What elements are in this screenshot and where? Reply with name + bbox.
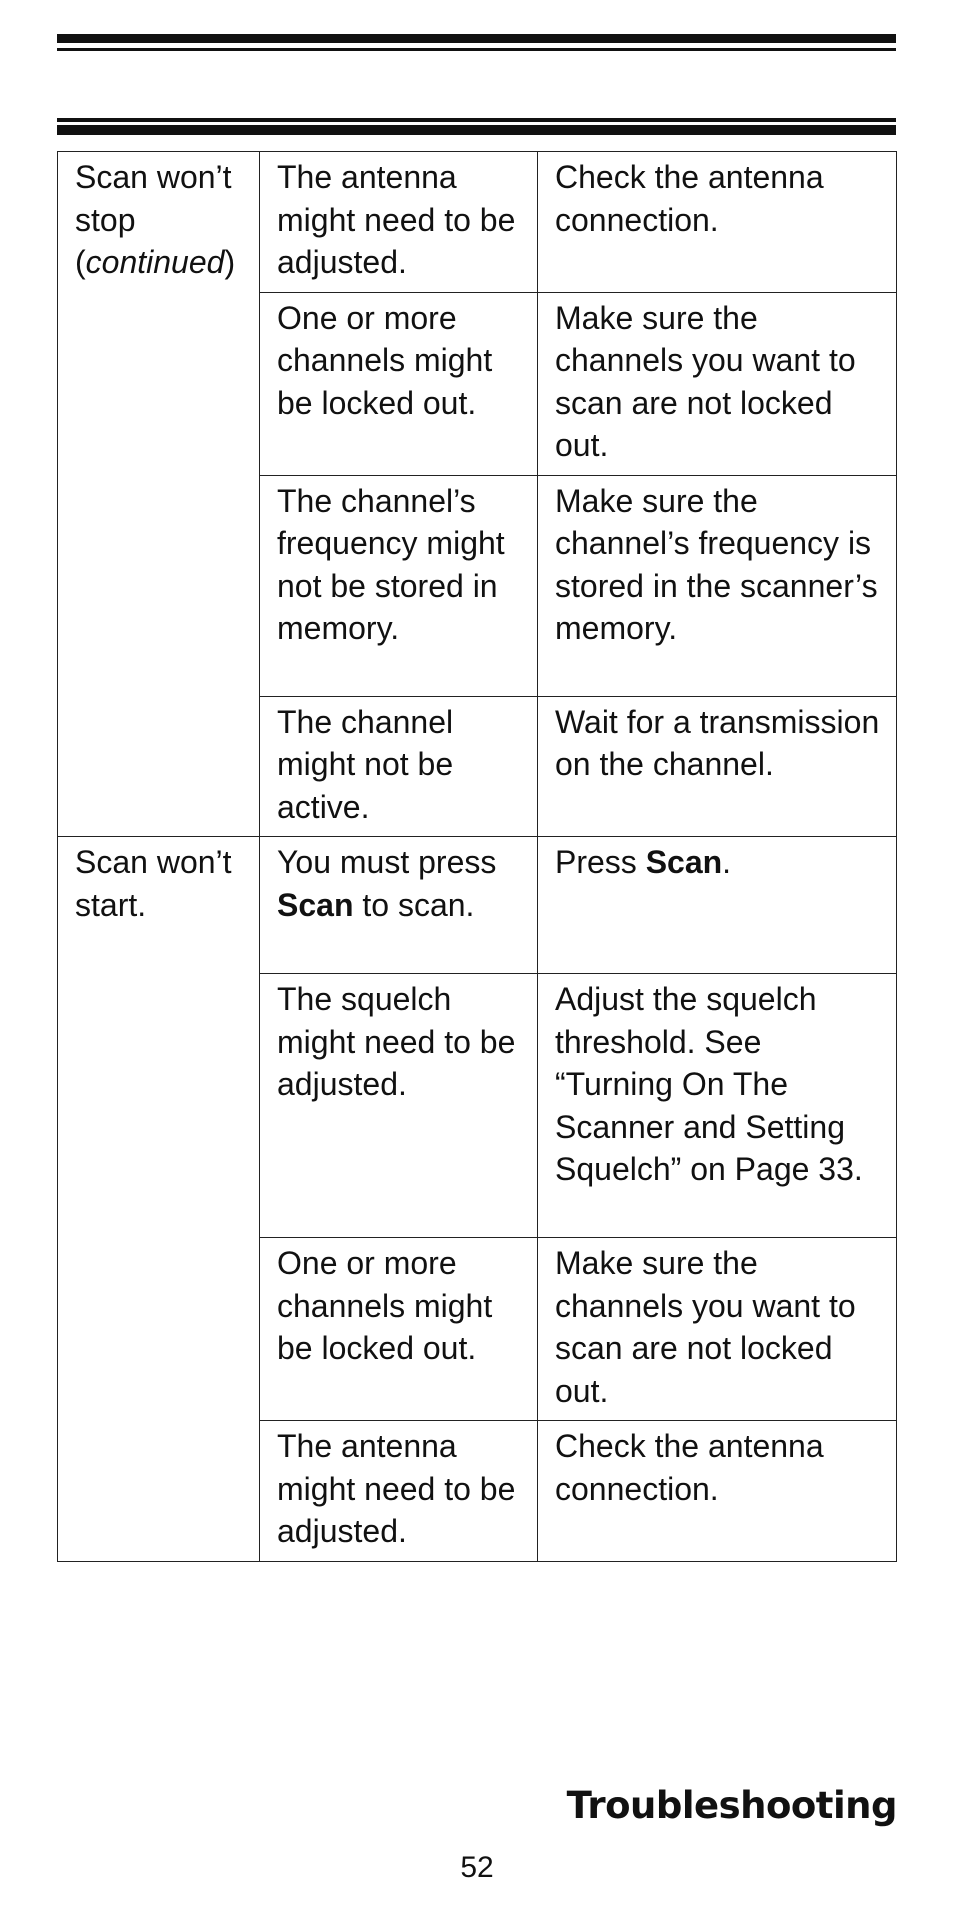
- remedy-cell: Press Scan.: [538, 837, 897, 974]
- cause-cell: One or more channels might be locked out.: [260, 292, 538, 475]
- cause-cell: The squelch might need to be adjusted.: [260, 974, 538, 1238]
- section-title: Troubleshooting: [566, 1784, 897, 1827]
- remedy-cell: Check the antenna connection.: [538, 152, 897, 293]
- symptom-cell: Scan won’t start.: [58, 837, 260, 1562]
- table-top-rule-thick: [57, 125, 896, 135]
- page-number: 52: [460, 1851, 494, 1884]
- table-top-rule-thin: [57, 118, 896, 122]
- symptom-cell: Scan won’t stop (continued): [58, 152, 260, 837]
- troubleshooting-table: [57, 151, 897, 1562]
- header-rule-thin: [57, 48, 896, 51]
- remedy-cell: Make sure the channels you want to scan are not locked out.: [538, 1238, 897, 1421]
- header-rule-thick: [57, 34, 896, 43]
- cause-cell: The channel might not be active.: [260, 696, 538, 837]
- table-row: [58, 837, 897, 974]
- remedy-cell: Wait for a transmission on the channel.: [538, 696, 897, 837]
- remedy-cell: Make sure the channel’s frequency is stored in the scanner’s memory.: [538, 475, 897, 696]
- remedy-cell: Make sure the channels you want to scan are not locked out.: [538, 292, 897, 475]
- remedy-cell: Adjust the squelch threshold. See “Turning On The Scanner and Setting Squelch” on Page 33.: [538, 974, 897, 1238]
- cause-cell: The antenna might need to be adjusted.: [260, 1421, 538, 1562]
- table-row: [58, 152, 897, 293]
- cause-cell: The antenna might need to be adjusted.: [260, 152, 538, 293]
- cause-cell: You must press Scan to scan.: [260, 837, 538, 974]
- cause-cell: The channel’s frequency might not be stored in memory.: [260, 475, 538, 696]
- cause-cell: One or more channels might be locked out.: [260, 1238, 538, 1421]
- remedy-cell: Check the antenna connection.: [538, 1421, 897, 1562]
